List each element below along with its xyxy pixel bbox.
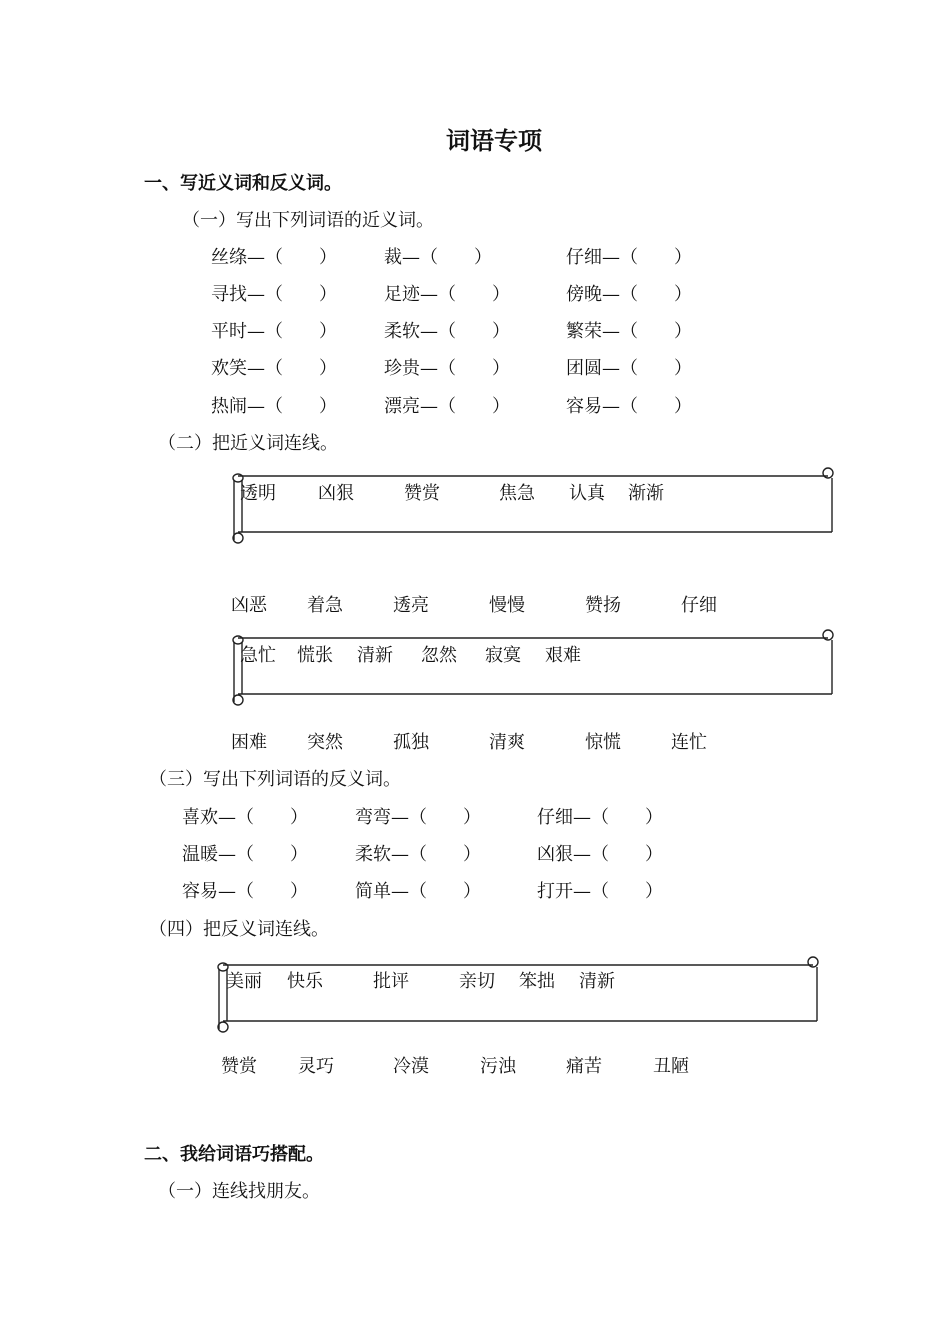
match-word: 透亮 xyxy=(393,595,429,616)
scroll-word: 慌张 xyxy=(297,645,333,666)
match-word: 仔细 xyxy=(681,595,717,616)
section2-part1-heading: （一）连线找朋友。 xyxy=(158,1181,320,1202)
match-word: 灵巧 xyxy=(298,1056,334,1077)
match-word: 困难 xyxy=(231,732,267,753)
match-word: 凶恶 xyxy=(231,595,267,616)
antonym-item: 弯弯—（ ） xyxy=(355,807,481,828)
scroll-word: 认真 xyxy=(569,483,605,504)
scroll-word: 急忙 xyxy=(240,645,276,666)
synonym-item: 寻找—（ ） xyxy=(211,284,337,305)
scroll-banner xyxy=(228,466,838,546)
synonym-item: 繁荣—（ ） xyxy=(566,321,692,342)
antonym-item: 凶狠—（ ） xyxy=(537,844,663,865)
match-word: 痛苦 xyxy=(566,1056,602,1077)
match-word: 清爽 xyxy=(489,732,525,753)
scroll-word: 艰难 xyxy=(545,645,581,666)
scroll-word: 笨拙 xyxy=(519,971,555,992)
section2-heading: 二、我给词语巧搭配。 xyxy=(144,1144,324,1165)
antonym-item: 容易—（ ） xyxy=(182,881,308,902)
scroll-banner xyxy=(213,955,823,1035)
scroll-frame xyxy=(228,466,838,546)
synonym-item: 珍贵—（ ） xyxy=(384,358,510,379)
page-title: 词语专项 xyxy=(446,126,542,155)
synonym-item: 仔细—（ ） xyxy=(566,247,692,268)
scroll-word: 快乐 xyxy=(287,971,323,992)
antonym-item: 温暖—（ ） xyxy=(182,844,308,865)
section1-heading: 一、写近义词和反义词。 xyxy=(144,173,342,194)
synonym-item: 丝绦—（ ） xyxy=(211,247,337,268)
antonym-item: 喜欢—（ ） xyxy=(182,807,308,828)
synonym-item: 容易—（ ） xyxy=(566,396,692,417)
synonym-item: 漂亮—（ ） xyxy=(384,396,510,417)
scroll-word: 赞赏 xyxy=(404,483,440,504)
scroll-word: 透明 xyxy=(240,483,276,504)
scroll-word: 焦急 xyxy=(499,483,535,504)
scroll-word: 亲切 xyxy=(459,971,495,992)
synonym-item: 团圆—（ ） xyxy=(566,358,692,379)
scroll-word: 忽然 xyxy=(421,645,457,666)
match-word: 惊慌 xyxy=(585,732,621,753)
match-word: 慢慢 xyxy=(489,595,525,616)
scroll-word: 寂寞 xyxy=(485,645,521,666)
scroll-frame xyxy=(213,955,823,1035)
synonym-item: 平时—（ ） xyxy=(211,321,337,342)
match-word: 赞扬 xyxy=(585,595,621,616)
match-word: 污浊 xyxy=(480,1056,516,1077)
part4-heading: （四）把反义词连线。 xyxy=(149,919,329,940)
synonym-item: 欢笑—（ ） xyxy=(211,358,337,379)
antonym-item: 简单—（ ） xyxy=(355,881,481,902)
match-word: 连忙 xyxy=(671,732,707,753)
part2-heading: （二）把近义词连线。 xyxy=(158,433,338,454)
synonym-item: 热闹—（ ） xyxy=(211,396,337,417)
match-word: 孤独 xyxy=(393,732,429,753)
scroll-frame xyxy=(228,628,838,708)
scroll-word: 凶狠 xyxy=(318,483,354,504)
match-word: 丑陋 xyxy=(653,1056,689,1077)
synonym-item: 足迹—（ ） xyxy=(384,284,510,305)
scroll-word: 渐渐 xyxy=(628,483,664,504)
scroll-word: 清新 xyxy=(579,971,615,992)
scroll-word: 清新 xyxy=(357,645,393,666)
synonym-item: 傍晚—（ ） xyxy=(566,284,692,305)
match-word: 突然 xyxy=(307,732,343,753)
antonym-item: 仔细—（ ） xyxy=(537,807,663,828)
scroll-word: 美丽 xyxy=(226,971,262,992)
antonym-item: 打开—（ ） xyxy=(537,881,663,902)
match-word: 赞赏 xyxy=(221,1056,257,1077)
scroll-banner xyxy=(228,628,838,708)
part3-heading: （三）写出下列词语的反义词。 xyxy=(149,769,401,790)
antonym-item: 柔软—（ ） xyxy=(355,844,481,865)
scroll-word: 批评 xyxy=(373,971,409,992)
synonym-item: 裁—（ ） xyxy=(384,247,492,268)
part1-heading: （一）写出下列词语的近义词。 xyxy=(182,210,434,231)
synonym-item: 柔软—（ ） xyxy=(384,321,510,342)
match-word: 冷漠 xyxy=(393,1056,429,1077)
match-word: 着急 xyxy=(307,595,343,616)
